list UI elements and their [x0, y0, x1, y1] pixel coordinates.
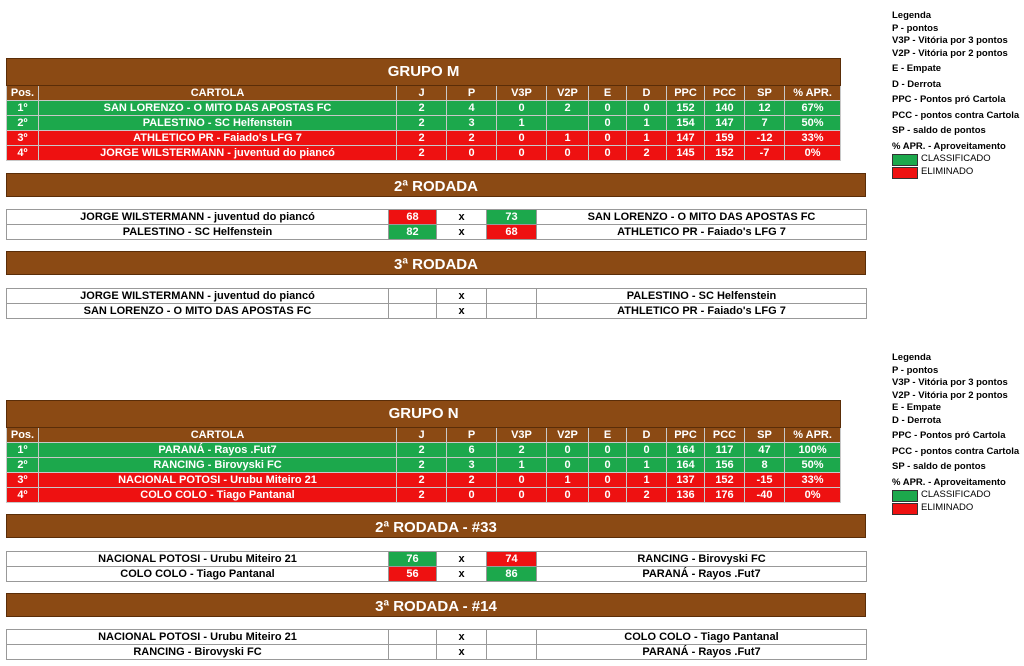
away-team: RANCING - Birovyski FC	[537, 552, 867, 567]
legend-item: V3P - Vitória por 3 pontos	[892, 35, 1008, 46]
ppc-cell: 136	[667, 488, 705, 503]
sp-cell: -40	[745, 488, 785, 503]
j-cell: 2	[397, 131, 447, 146]
legend-eliminated	[892, 166, 1019, 179]
versus-mark: x	[437, 304, 487, 319]
j-cell: 2	[397, 458, 447, 473]
e-cell: 0	[589, 488, 627, 503]
apr-cell: 0%	[785, 488, 841, 503]
v3p-cell: 1	[497, 116, 547, 131]
team-cell: NACIONAL POTOSI - Urubu Miteiro 21	[39, 473, 397, 488]
sp-cell: 8	[745, 458, 785, 473]
d-cell: 1	[627, 131, 667, 146]
home-score	[389, 645, 437, 660]
match-row	[7, 304, 867, 319]
d-cell: 2	[627, 146, 667, 161]
v2p-cell: 0	[547, 443, 589, 458]
legend-title: Legenda	[892, 352, 932, 363]
legend-item: SP - saldo de pontos	[892, 461, 986, 472]
p-cell: 2	[447, 473, 497, 488]
home-team: SAN LORENZO - O MITO DAS APOSTAS FC	[7, 304, 389, 319]
pcc-cell: 152	[705, 473, 745, 488]
table-row	[7, 473, 841, 488]
legend-item: V2P - Vitória por 2 pontos	[892, 47, 1008, 59]
j-cell: 2	[397, 473, 447, 488]
away-team: SAN LORENZO - O MITO DAS APOSTAS FC	[537, 210, 867, 225]
j-cell: 2	[397, 116, 447, 131]
j-cell: 2	[397, 101, 447, 116]
e-cell: 0	[589, 101, 627, 116]
header-j: J	[397, 428, 447, 443]
header-pos: Pos.	[7, 428, 39, 443]
pcc-cell: 156	[705, 458, 745, 473]
header-apr: % APR.	[785, 86, 841, 101]
e-cell: 0	[589, 458, 627, 473]
table-row	[7, 131, 841, 146]
header-v3p: V3P	[497, 428, 547, 443]
header-e: E	[589, 428, 627, 443]
pcc-cell: 176	[705, 488, 745, 503]
pos-cell: 2º	[7, 116, 39, 131]
home-team: JORGE WILSTERMANN - juventud do piancó	[7, 210, 389, 225]
header-team: CARTOLA	[39, 86, 397, 101]
away-score	[487, 289, 537, 304]
standings-table-group-m	[6, 58, 841, 161]
e-cell: 0	[589, 116, 627, 131]
legend-item: D - Derrota	[892, 78, 942, 90]
apr-cell: 100%	[785, 443, 841, 458]
ppc-cell: 147	[667, 131, 705, 146]
header-pcc: PCC	[705, 86, 745, 101]
p-cell: 4	[447, 101, 497, 116]
home-team: NACIONAL POTOSI - Urubu Miteiro 21	[7, 630, 389, 645]
away-team: COLO COLO - Tiago Pantanal	[537, 630, 867, 645]
versus-mark: x	[437, 289, 487, 304]
classified-label: CLASSIFICADO	[921, 489, 991, 501]
table-row	[7, 101, 841, 116]
header-team: CARTOLA	[39, 428, 397, 443]
home-score	[389, 304, 437, 319]
ppc-cell: 164	[667, 443, 705, 458]
sp-cell: -7	[745, 146, 785, 161]
table-row	[7, 116, 841, 131]
eliminated-label: ELIMINADO	[921, 502, 974, 514]
away-score: 74	[487, 552, 537, 567]
header-d: D	[627, 428, 667, 443]
round-banner: 3ª RODADA - #14	[6, 593, 866, 617]
match-row	[7, 225, 867, 240]
table-row	[7, 458, 841, 473]
sp-cell: -15	[745, 473, 785, 488]
pcc-cell: 152	[705, 146, 745, 161]
table-row	[7, 443, 841, 458]
home-team: NACIONAL POTOSI - Urubu Miteiro 21	[7, 552, 389, 567]
home-score	[389, 289, 437, 304]
away-team: ATHLETICO PR - Faiado's LFG 7	[537, 304, 867, 319]
versus-mark: x	[437, 552, 487, 567]
match-row	[7, 567, 867, 582]
header-sp: SP	[745, 428, 785, 443]
ppc-cell: 154	[667, 116, 705, 131]
v2p-cell: 0	[547, 146, 589, 161]
legend-item: PPC - Pontos pró Cartola	[892, 94, 1006, 105]
pos-cell: 1º	[7, 101, 39, 116]
pcc-cell: 159	[705, 131, 745, 146]
header-e: E	[589, 86, 627, 101]
home-team: COLO COLO - Tiago Pantanal	[7, 567, 389, 582]
matches-table	[6, 288, 867, 319]
away-score: 68	[487, 225, 537, 240]
legend-item: PCC - pontos contra Cartola	[892, 109, 1020, 121]
pos-cell: 4º	[7, 146, 39, 161]
group-title: GRUPO N	[7, 401, 841, 428]
team-cell: PARANÁ - Rayos .Fut7	[39, 443, 397, 458]
team-cell: PALESTINO - SC Helfenstein	[39, 116, 397, 131]
v3p-cell: 2	[497, 443, 547, 458]
v2p-cell	[547, 116, 589, 131]
v3p-cell: 0	[497, 473, 547, 488]
legend-item: % APR. - Aproveitamento	[892, 140, 1006, 152]
e-cell: 0	[589, 473, 627, 488]
header-apr: % APR.	[785, 428, 841, 443]
d-cell: 1	[627, 458, 667, 473]
d-cell: 0	[627, 101, 667, 116]
team-cell: COLO COLO - Tiago Pantanal	[39, 488, 397, 503]
match-row	[7, 210, 867, 225]
d-cell: 1	[627, 116, 667, 131]
d-cell: 2	[627, 488, 667, 503]
team-cell: RANCING - Birovyski FC	[39, 458, 397, 473]
p-cell: 0	[447, 488, 497, 503]
home-score: 56	[389, 567, 437, 582]
apr-cell: 0%	[785, 146, 841, 161]
eliminated-label: ELIMINADO	[921, 166, 974, 178]
versus-mark: x	[437, 225, 487, 240]
ppc-cell: 152	[667, 101, 705, 116]
e-cell: 0	[589, 146, 627, 161]
p-cell: 6	[447, 443, 497, 458]
apr-cell: 50%	[785, 116, 841, 131]
away-score	[487, 304, 537, 319]
table-header	[7, 86, 841, 101]
away-team: PARANÁ - Rayos .Fut7	[537, 645, 867, 660]
header-p: P	[447, 86, 497, 101]
versus-mark: x	[437, 645, 487, 660]
ppc-cell: 137	[667, 473, 705, 488]
apr-cell: 33%	[785, 131, 841, 146]
away-score: 73	[487, 210, 537, 225]
group-title: GRUPO M	[7, 59, 841, 86]
legend-item: P - pontos	[892, 364, 939, 376]
classified-swatch	[892, 490, 918, 502]
pos-cell: 1º	[7, 443, 39, 458]
home-score: 68	[389, 210, 437, 225]
legend-item: SP - saldo de pontos	[892, 125, 986, 136]
standings-table-group-n	[6, 400, 841, 503]
p-cell: 2	[447, 131, 497, 146]
header-p: P	[447, 428, 497, 443]
v3p-cell: 0	[497, 101, 547, 116]
table-row	[7, 488, 841, 503]
header-v2p: V2P	[547, 428, 589, 443]
legend-item: P - pontos	[892, 22, 939, 34]
header-ppc: PPC	[667, 428, 705, 443]
legend-title: Legenda	[892, 10, 932, 21]
legend-item: E - Empate	[892, 402, 942, 413]
ppc-cell: 164	[667, 458, 705, 473]
v3p-cell: 0	[497, 488, 547, 503]
eliminated-swatch	[892, 167, 918, 179]
p-cell: 3	[447, 116, 497, 131]
matches-table	[6, 629, 867, 660]
legend-item: PPC - Pontos pró Cartola	[892, 430, 1006, 441]
home-team: PALESTINO - SC Helfenstein	[7, 225, 389, 240]
sp-cell: 12	[745, 101, 785, 116]
header-ppc: PPC	[667, 86, 705, 101]
e-cell: 0	[589, 443, 627, 458]
j-cell: 2	[397, 488, 447, 503]
team-cell: JORGE WILSTERMANN - juventud do piancó	[39, 146, 397, 161]
versus-mark: x	[437, 630, 487, 645]
home-score: 82	[389, 225, 437, 240]
v2p-cell: 1	[547, 131, 589, 146]
match-row	[7, 645, 867, 660]
home-score	[389, 630, 437, 645]
pos-cell: 4º	[7, 488, 39, 503]
eliminated-swatch	[892, 503, 918, 515]
legend-eliminated	[892, 502, 1019, 515]
legend-item: PCC - pontos contra Cartola	[892, 445, 1020, 457]
d-cell: 0	[627, 443, 667, 458]
v3p-cell: 0	[497, 146, 547, 161]
legend-item: V3P - Vitória por 3 pontos	[892, 377, 1008, 388]
pcc-cell: 147	[705, 116, 745, 131]
away-team: PARANÁ - Rayos .Fut7	[537, 567, 867, 582]
legend-item: D - Derrota	[892, 414, 942, 426]
j-cell: 2	[397, 443, 447, 458]
away-score	[487, 645, 537, 660]
versus-mark: x	[437, 210, 487, 225]
header-v2p: V2P	[547, 86, 589, 101]
p-cell: 0	[447, 146, 497, 161]
header-v3p: V3P	[497, 86, 547, 101]
j-cell: 2	[397, 146, 447, 161]
round-banner: 3ª RODADA	[6, 251, 866, 275]
home-team: JORGE WILSTERMANN - juventud do piancó	[7, 289, 389, 304]
sp-cell: 7	[745, 116, 785, 131]
e-cell: 0	[589, 131, 627, 146]
legend-item: V2P - Vitória por 2 pontos	[892, 389, 1008, 401]
round-banner: 2ª RODADA	[6, 173, 866, 197]
header-pos: Pos.	[7, 86, 39, 101]
p-cell: 3	[447, 458, 497, 473]
away-team: PALESTINO - SC Helfenstein	[537, 289, 867, 304]
apr-cell: 33%	[785, 473, 841, 488]
pos-cell: 2º	[7, 458, 39, 473]
v3p-cell: 0	[497, 131, 547, 146]
d-cell: 1	[627, 473, 667, 488]
away-score: 86	[487, 567, 537, 582]
v2p-cell: 2	[547, 101, 589, 116]
matches-table	[6, 209, 867, 240]
legend	[892, 352, 1019, 515]
classified-swatch	[892, 154, 918, 166]
away-team: ATHLETICO PR - Faiado's LFG 7	[537, 225, 867, 240]
home-team: RANCING - Birovyski FC	[7, 645, 389, 660]
table-row	[7, 146, 841, 161]
legend-item: E - Empate	[892, 63, 942, 74]
pcc-cell: 117	[705, 443, 745, 458]
v3p-cell: 1	[497, 458, 547, 473]
pcc-cell: 140	[705, 101, 745, 116]
match-row	[7, 552, 867, 567]
away-score	[487, 630, 537, 645]
apr-cell: 50%	[785, 458, 841, 473]
match-row	[7, 630, 867, 645]
team-cell: ATHLETICO PR - Faiado's LFG 7	[39, 131, 397, 146]
match-row	[7, 289, 867, 304]
legend-item: % APR. - Aproveitamento	[892, 476, 1006, 488]
sp-cell: 47	[745, 443, 785, 458]
legend	[892, 10, 1019, 179]
classified-label: CLASSIFICADO	[921, 153, 991, 165]
v2p-cell: 0	[547, 488, 589, 503]
sp-cell: -12	[745, 131, 785, 146]
ppc-cell: 145	[667, 146, 705, 161]
team-cell: SAN LORENZO - O MITO DAS APOSTAS FC	[39, 101, 397, 116]
header-j: J	[397, 86, 447, 101]
apr-cell: 67%	[785, 101, 841, 116]
legend-classified	[892, 489, 1019, 502]
home-score: 76	[389, 552, 437, 567]
pos-cell: 3º	[7, 131, 39, 146]
table-header	[7, 428, 841, 443]
header-sp: SP	[745, 86, 785, 101]
header-pcc: PCC	[705, 428, 745, 443]
v2p-cell: 1	[547, 473, 589, 488]
pos-cell: 3º	[7, 473, 39, 488]
matches-table	[6, 551, 867, 582]
versus-mark: x	[437, 567, 487, 582]
header-d: D	[627, 86, 667, 101]
round-banner: 2ª RODADA - #33	[6, 514, 866, 538]
legend-classified	[892, 153, 1019, 166]
v2p-cell: 0	[547, 458, 589, 473]
